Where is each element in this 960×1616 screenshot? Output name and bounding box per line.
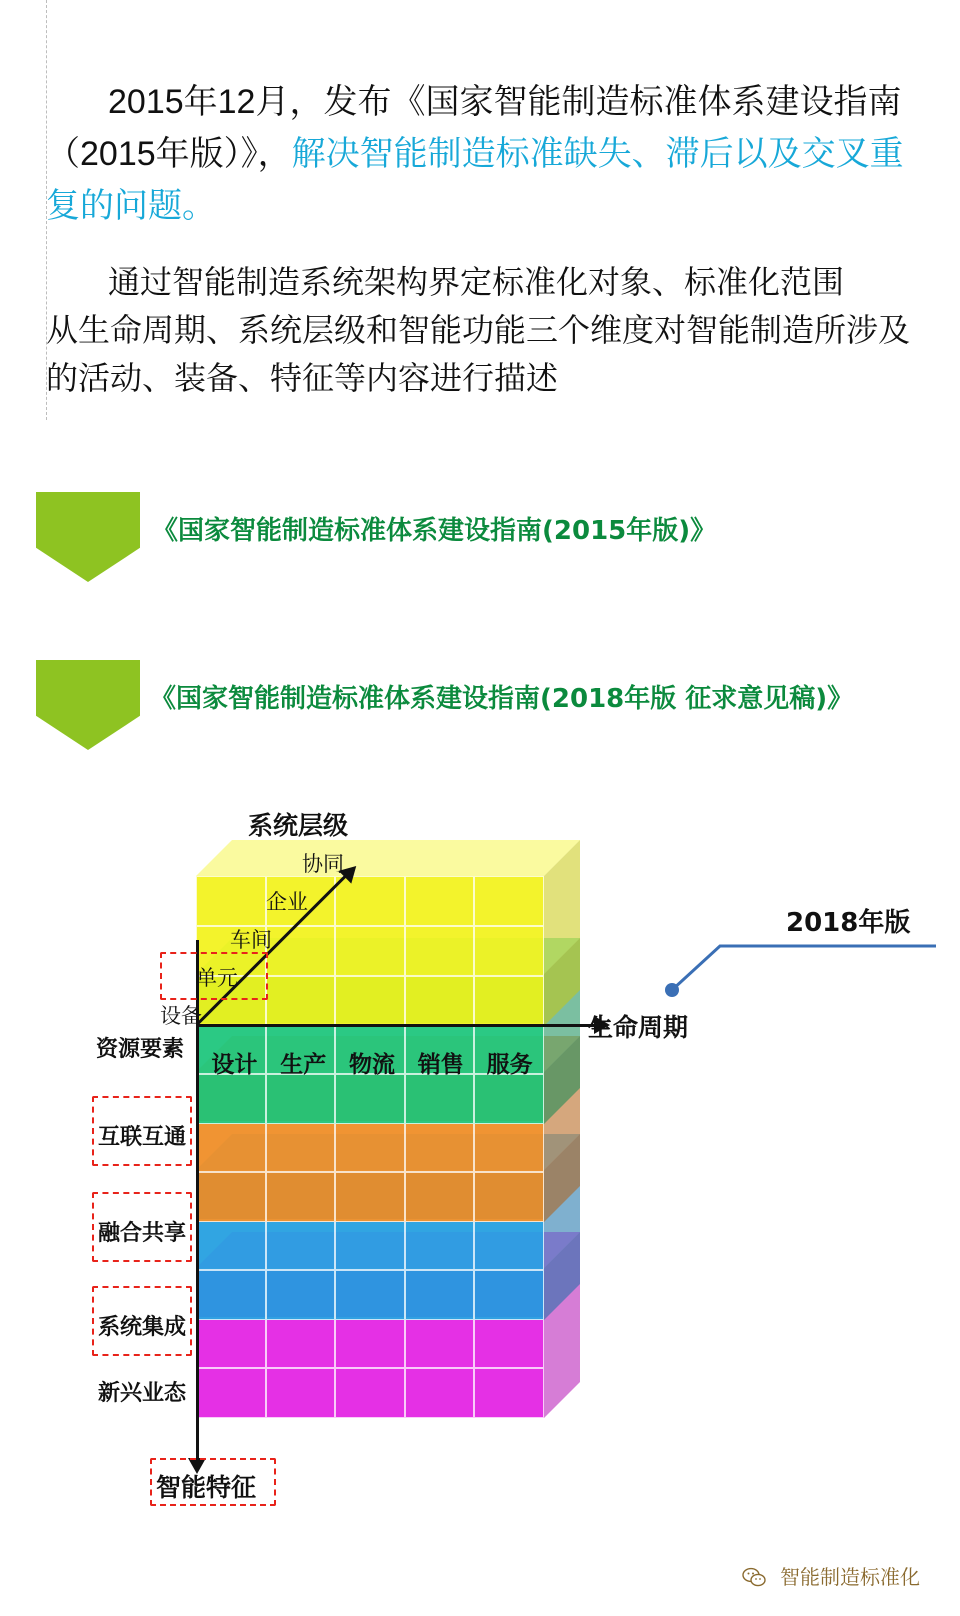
cube-cell	[196, 876, 266, 926]
system-level-label-unit: 单元	[196, 966, 238, 990]
cube-cell	[405, 1122, 475, 1172]
cube-cell	[266, 976, 336, 1026]
cube-cell	[196, 1122, 266, 1172]
lifecycle-label-service: 服务	[486, 1051, 533, 1078]
paragraph-2-line1: 通过智能制造系统架构界定标准化对象、标准化范围	[108, 264, 845, 300]
cube-cell	[335, 1368, 405, 1418]
system-level-label-workshop: 车间	[230, 928, 272, 952]
highlight-box-unit	[160, 952, 268, 1000]
cube-cell	[474, 976, 544, 1026]
cube-cell	[474, 1172, 544, 1222]
paragraph-1-text: 2015年12月，发布《国家智能制造标准体系建设指南（2015年版）》，	[46, 83, 902, 173]
cube-cell	[474, 1122, 544, 1172]
cube-cell	[474, 1270, 544, 1320]
cube-cell	[335, 876, 405, 926]
horizontal-axis-lifecycle	[196, 1024, 596, 1027]
paragraph-2-line2: 从生命周期、系统层级和智能功能三个维度对智能制造所涉及的活动、装备、特征等内容进行描述	[46, 312, 911, 396]
feature-label-resource-elements: 资源要素	[96, 1037, 185, 1062]
cube-cell	[405, 1220, 475, 1270]
lifecycle-label-design: 设计	[211, 1051, 258, 1078]
wechat-icon	[742, 1567, 766, 1587]
system-level-label-enterprise: 企业	[266, 890, 308, 914]
lifecycle-label-logistics: 物流	[348, 1051, 395, 1078]
feature-label-system-integration: 系统集成	[98, 1315, 187, 1340]
chevron-icon	[36, 492, 140, 582]
banner-2018-label: 《国家智能制造标准体系建设指南(2018年版 征求意见稿)》	[150, 684, 854, 714]
cube-cell	[335, 1172, 405, 1222]
chevron-icon-2	[36, 660, 140, 750]
cube-cell	[405, 926, 475, 976]
smart-manufacturing-architecture-diagram	[0, 780, 960, 1540]
cube-cell	[266, 1270, 336, 1320]
cube-cell	[405, 876, 475, 926]
feature-label-new-business: 新兴业态	[98, 1381, 187, 1406]
banner-2015-label: 《国家智能制造标准体系建设指南(2015年版)》	[152, 516, 717, 546]
lifecycle-label-sales: 销售	[417, 1051, 464, 1078]
cube-cell	[335, 926, 405, 976]
cube-cell	[196, 1368, 266, 1418]
cube-cell	[405, 1172, 475, 1222]
lifecycle-label-production: 生产	[280, 1051, 327, 1078]
system-level-label-equipment: 设备	[160, 1004, 202, 1028]
cube-cell	[405, 976, 475, 1026]
cube-cell	[474, 1368, 544, 1418]
feature-label-interconnection: 互联互通	[98, 1125, 187, 1150]
axis-label-intelligent-feature: 智能特征	[156, 1473, 257, 1502]
paragraph-1-highlight: 解决智能制造标准缺失、滞后以及交叉重复的问题。	[46, 135, 904, 225]
cube-cell	[266, 1368, 336, 1418]
cube-cell	[196, 1318, 266, 1368]
callout-label-2018: 2018年版	[786, 908, 911, 938]
cube-stack	[196, 840, 716, 1400]
cube-cell	[335, 1122, 405, 1172]
axis-label-system-level: 系统层级	[248, 811, 349, 840]
cube-cell	[474, 926, 544, 976]
axis-label-lifecycle: 生命周期	[588, 1013, 689, 1042]
cube-cell	[405, 1318, 475, 1368]
cube-cell	[196, 1270, 266, 1320]
cube-cell	[335, 976, 405, 1026]
cube-cell	[266, 1122, 336, 1172]
footer-account-name: 智能制造标准化	[780, 1567, 920, 1589]
cube-cell	[405, 1270, 475, 1320]
footer-account	[0, 1561, 960, 1590]
cube-cell	[266, 1318, 336, 1368]
lifecycle-label-row	[200, 1032, 544, 1092]
feature-label-fusion-sharing: 融合共享	[98, 1221, 187, 1246]
cube-cell	[266, 926, 336, 976]
cube-top-face	[196, 840, 580, 876]
paragraph-architecture	[46, 258, 926, 402]
cube-cell	[474, 1318, 544, 1368]
cube-cell	[335, 1270, 405, 1320]
cube-cell	[474, 876, 544, 926]
cube-cell	[335, 1220, 405, 1270]
cube-cell	[335, 1318, 405, 1368]
paragraph-2015-release	[46, 76, 926, 232]
cube-cell	[196, 1220, 266, 1270]
cube-cell	[266, 1172, 336, 1222]
cube-cell	[474, 1220, 544, 1270]
system-level-label-collaboration: 协同	[302, 852, 344, 876]
cube-cell	[405, 1368, 475, 1418]
cube-cell	[196, 1172, 266, 1222]
cube-cell	[266, 1220, 336, 1270]
